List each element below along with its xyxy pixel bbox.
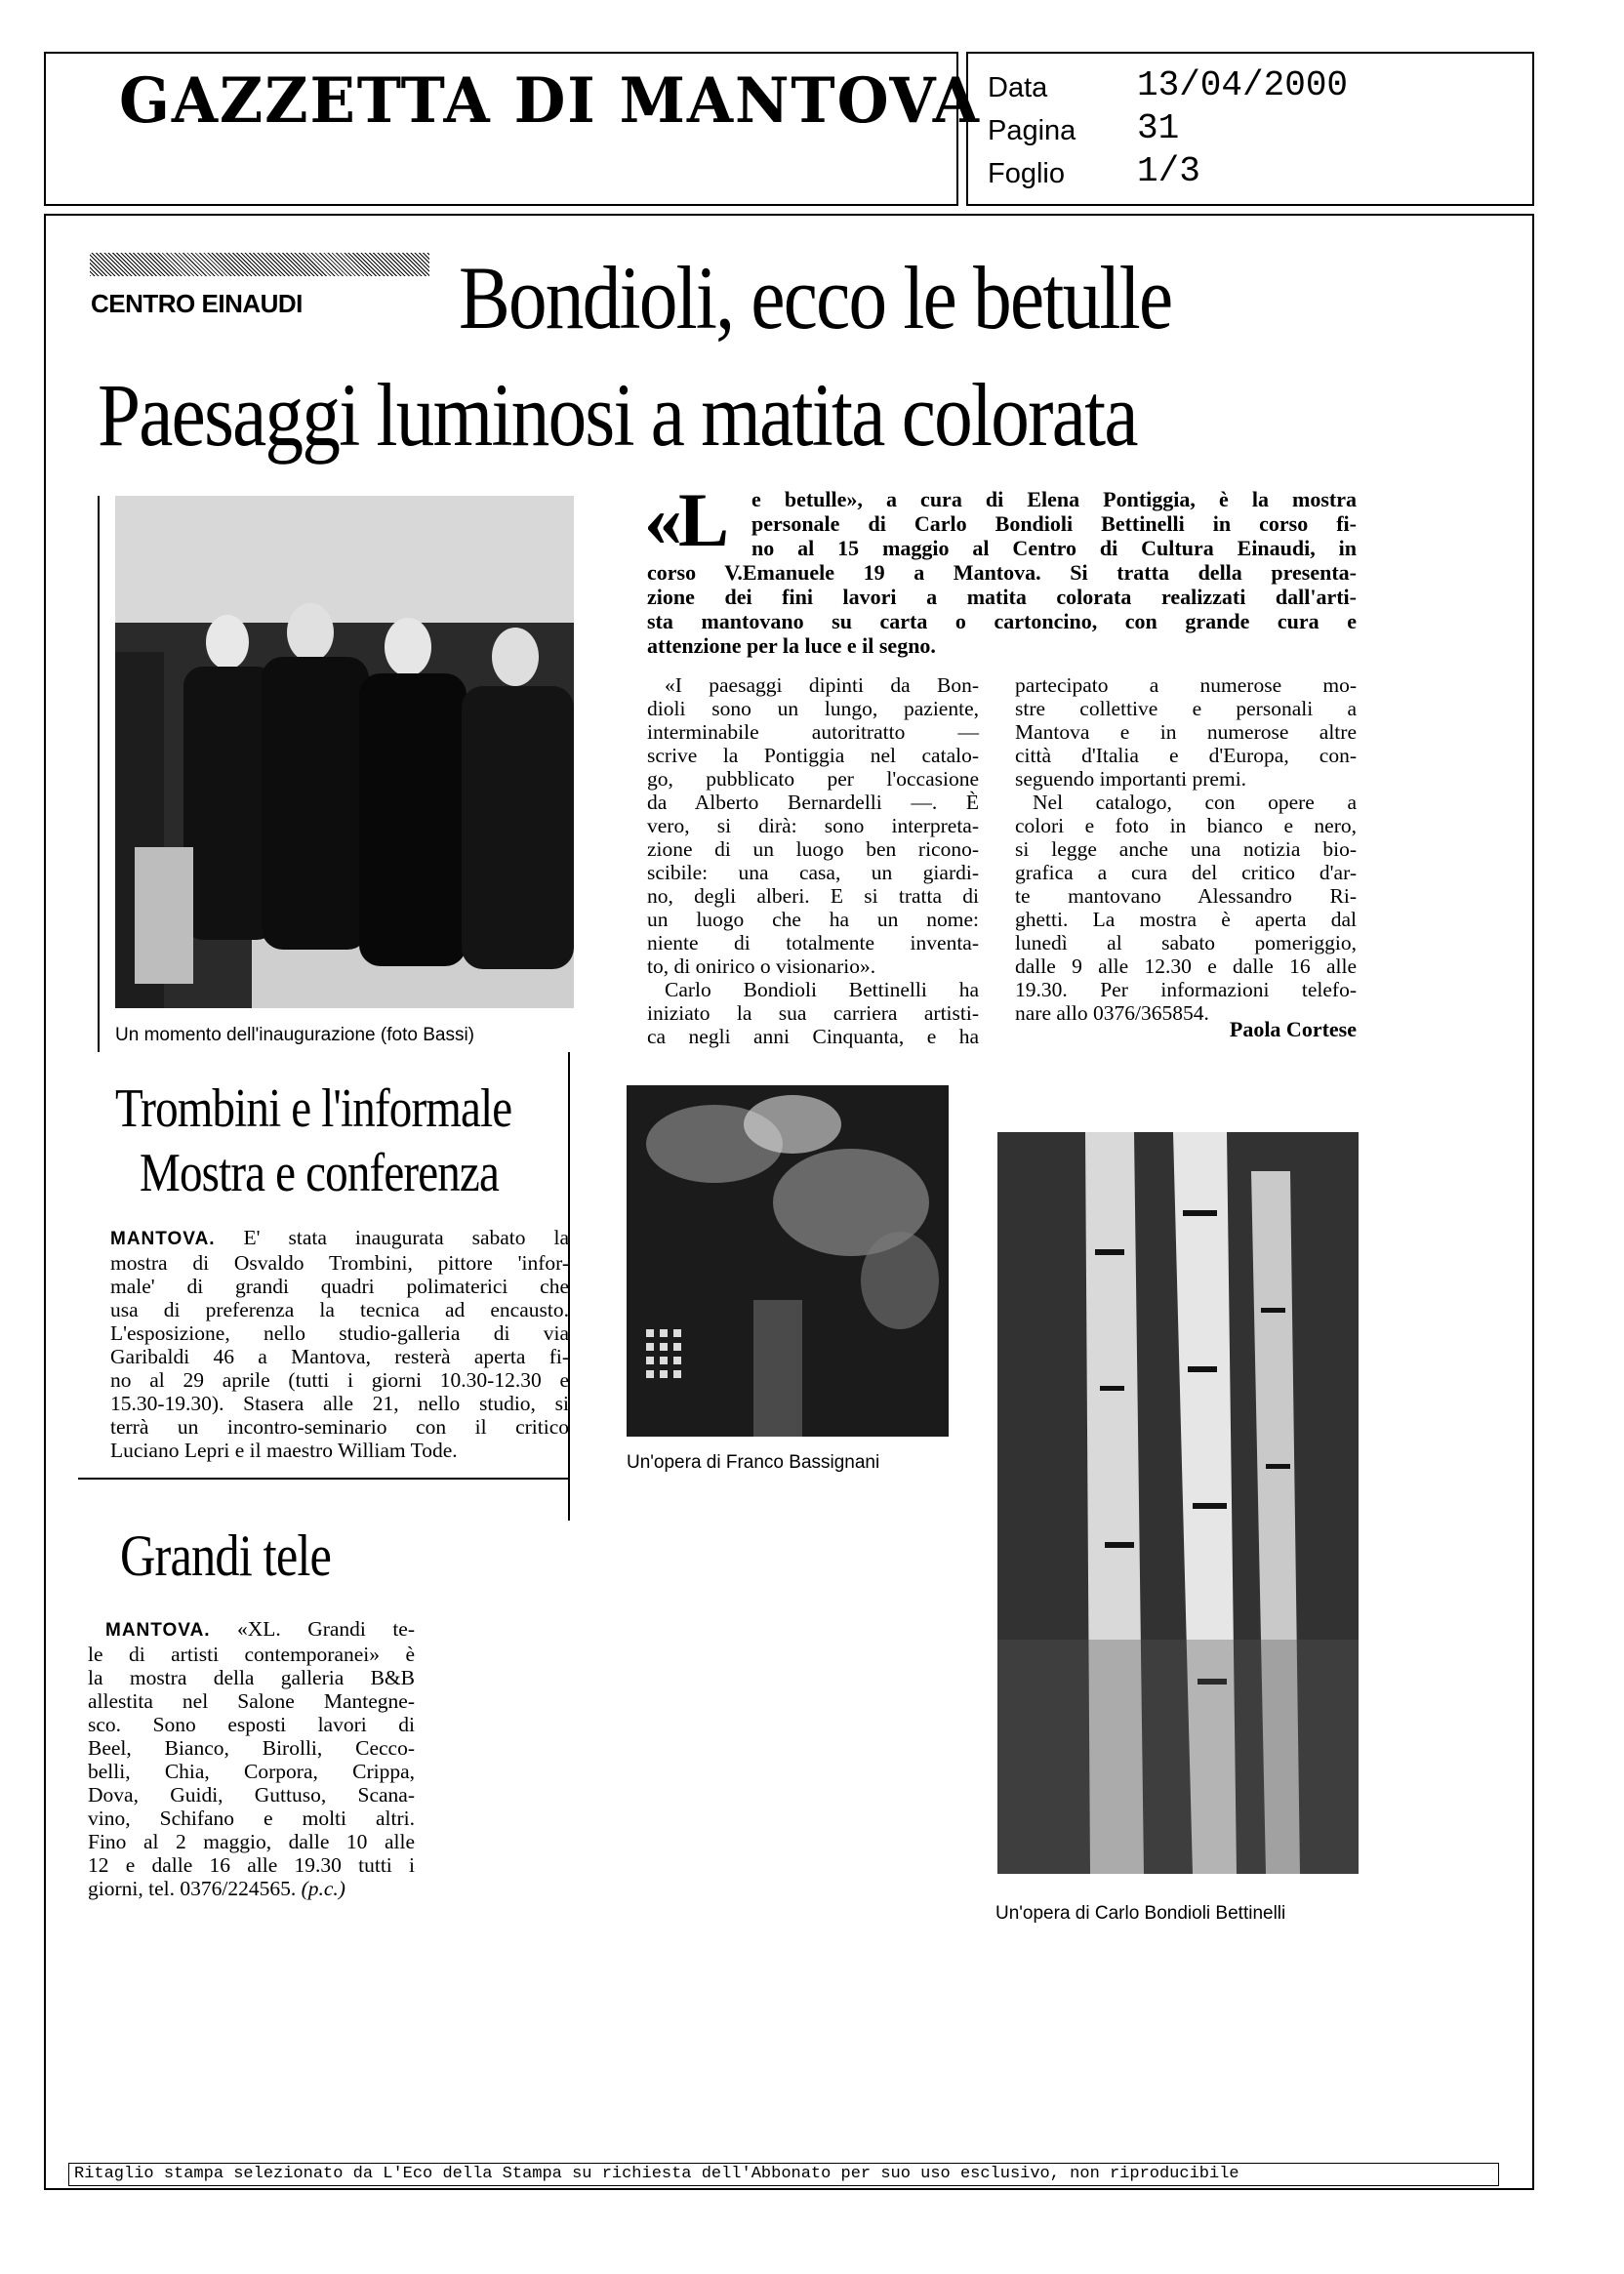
trombini-line [110, 1226, 569, 1251]
kicker: CENTRO EINAUDI [91, 289, 303, 318]
body-column-2 [1015, 673, 1357, 1025]
sheet-value: 1/3 [1137, 151, 1200, 191]
trombini-line: L'esposizione, nello studio-galleria di via [110, 1321, 569, 1345]
col1-line: to, di onirico o visionario». [647, 954, 876, 978]
signature: Paola Cortese [1229, 1017, 1357, 1041]
grandi-tele-headline: Grandi tele [120, 1523, 332, 1588]
grandi-tele-line: sco. Sono esposti lavori di [88, 1713, 415, 1736]
col2-line: colori e foto in bianco e nero, [1015, 814, 1357, 837]
trombini-headline-1: Trombini e l'informale [115, 1078, 512, 1139]
trombini-line: no al 29 aprile (tutti i giorni 10.30-12.30 e [110, 1368, 569, 1392]
grandi-tele-line: allestita nel Salone Mantegne- [88, 1689, 415, 1713]
lead-line-1: e betulle», a cura di Elena Pontiggia, è la mostra [751, 487, 1357, 511]
grandi-tele-line: Dova, Guidi, Guttuso, Scana- [88, 1783, 415, 1807]
grandi-tele-last-line: giorni, tel. 0376/224565. [88, 1877, 297, 1900]
col2-line: grafica a cura del critico d'ar- [1015, 861, 1357, 884]
trombini-headline-2: Mostra e conferenza [140, 1143, 499, 1203]
grandi-tele-line [88, 1877, 415, 1900]
kicker-screen [90, 253, 429, 276]
sheet-label: Foglio [988, 158, 1065, 189]
trombini-line: terrà un incontro-seminario con il critico [110, 1415, 569, 1439]
col1-line: iniziato la sua carriera artisti- [647, 1001, 979, 1025]
col1-line: interminabile autoritratto — [647, 720, 979, 744]
trombini-rule [78, 1478, 570, 1480]
bassignani-photo [627, 1085, 949, 1437]
grandi-tele-line: vino, Schifano e molti altri. [88, 1807, 415, 1830]
col2-line: Nel catalogo, con opere a [1033, 791, 1357, 814]
lead-quote-initial: «L [644, 477, 726, 562]
col1-line: zione di un luogo ben ricono- [647, 837, 979, 861]
trombini-body [110, 1226, 569, 1462]
col1-line: un luogo che ha un nome: [647, 908, 979, 931]
page-label: Pagina [988, 115, 1076, 146]
lead-line-3: no al 15 maggio al Centro di Cultura Einaudi, in [751, 536, 1357, 560]
inauguration-photo-image [115, 496, 574, 1008]
bettinelli-photo [997, 1132, 1359, 1874]
date-value: 13/04/2000 [1137, 65, 1349, 105]
date-label: Data [988, 72, 1048, 103]
trombini-line: usa di preferenza la tecnica ad encausto. [110, 1298, 569, 1321]
bettinelli-caption: Un'opera di Carlo Bondioli Bettinelli [995, 1903, 1286, 1924]
grandi-tele-line-1: «XL. Grandi te- [237, 1617, 415, 1641]
col1-line: go, pubblicato per l'occasione [647, 767, 979, 791]
trombini-line: Garibaldi 46 a Mantova, resterà aperta fi- [110, 1345, 569, 1368]
photo-border-left [98, 496, 100, 1052]
col2-line: Mantova e in numerose altre [1015, 720, 1357, 744]
col2-line: te mantovano Alessandro Ri- [1015, 884, 1357, 908]
col2-line: partecipato a numerose mo- [1015, 673, 1357, 697]
col1-line: da Alberto Bernardelli —. È [647, 791, 979, 814]
bassignani-artwork [627, 1085, 949, 1437]
footer-note: Ritaglio stampa selezionato da L'Eco della Stampa su richiesta dell'Abbonato per suo uso esclusivo, non riproducibile [74, 2165, 1239, 2183]
col1-line: dioli sono un lungo, paziente, [647, 697, 979, 720]
grandi-tele-body [88, 1617, 415, 1900]
lead-line-2: personale di Carlo Bondioli Bettinelli in corso fi- [751, 511, 1357, 536]
lead-line-7: attenzione per la luce e il segno. [647, 633, 936, 658]
grandi-tele-line: 12 e dalle 16 alle 19.30 tutti i [88, 1853, 415, 1877]
col1-line: Carlo Bondioli Bettinelli ha [665, 978, 979, 1001]
col2-line: lunedì al sabato pomeriggio, [1015, 931, 1357, 954]
col1-line: scrive la Pontiggia nel catalo- [647, 744, 979, 767]
col2-line: stre collettive e personali a [1015, 697, 1357, 720]
trombini-line-1: E' stata inaugurata sabato la [243, 1226, 569, 1249]
lead-line-6: sta mantovano su carta o cartoncino, con grande cura e [647, 609, 1357, 633]
grandi-tele-line: Beel, Bianco, Birolli, Cecco- [88, 1736, 415, 1760]
trombini-line: 15.30-19.30). Stasera alle 21, nello studio, si [110, 1392, 569, 1415]
masthead-title: GAZZETTA DI MANTOVA [119, 64, 981, 138]
page-value: 31 [1137, 108, 1180, 148]
grandi-tele-line [88, 1617, 415, 1643]
lead-line-4: corso V.Emanuele 19 a Mantova. Si tratta della presenta- [647, 560, 1357, 585]
trombini-line: Luciano Lepri e il maestro William Tode. [110, 1439, 458, 1462]
col2-line: dalle 9 alle 12.30 e dalle 16 alle [1015, 954, 1357, 978]
grandi-tele-line: le di artisti contemporanei» è [88, 1643, 415, 1666]
grandi-tele-line: belli, Chia, Corpora, Crippa, [88, 1760, 415, 1783]
trombini-dateline: MANTOVA. [110, 1229, 216, 1249]
inauguration-photo [115, 496, 574, 1008]
col2-line: 19.30. Per informazioni telefo- [1015, 978, 1357, 1001]
bassignani-caption: Un'opera di Franco Bassignani [627, 1452, 880, 1473]
col2-line: città d'Italia e d'Europa, con- [1015, 744, 1357, 767]
trombini-line: mostra di Osvaldo Trombini, pittore 'infor- [110, 1251, 569, 1275]
col1-line: scibile: una casa, un giardi- [647, 861, 979, 884]
grandi-tele-line: la mostra della galleria B&B [88, 1666, 415, 1689]
col1-line: no, degli alberi. E si tratta di [647, 884, 979, 908]
lead-line-5: zione dei fini lavori a matita colorata realizzati dall'arti- [647, 585, 1357, 609]
inauguration-caption: Un momento dell'inaugurazione (foto Bassi) [115, 1025, 474, 1045]
col2-line: seguendo importanti premi. [1015, 767, 1247, 791]
grandi-tele-initials: (p.c.) [301, 1877, 345, 1900]
col2-line: si legge anche una notizia bio- [1015, 837, 1357, 861]
grandi-tele-dateline: MANTOVA. [105, 1620, 211, 1641]
col2-line: nare allo 0376/365854. [1015, 1001, 1209, 1025]
headline-2: Paesaggi luminosi a matita colorata [98, 365, 1137, 465]
headline-1: Bondioli, ecco le betulle [459, 248, 1172, 347]
bettinelli-artwork [997, 1132, 1359, 1874]
col2-line: ghetti. La mostra è aperta dal [1015, 908, 1357, 931]
col1-line: vero, si dirà: sono interpreta- [647, 814, 979, 837]
col1-line: niente di totalmente inventa- [647, 931, 979, 954]
col1-line: «I paesaggi dipinti da Bon- [665, 673, 979, 697]
grandi-tele-line: Fino al 2 maggio, dalle 10 alle [88, 1830, 415, 1853]
trombini-line: male' di grandi quadri polimaterici che [110, 1275, 569, 1298]
body-column-1 [647, 673, 979, 1048]
col1-line: ca negli anni Cinquanta, e ha [647, 1025, 979, 1048]
